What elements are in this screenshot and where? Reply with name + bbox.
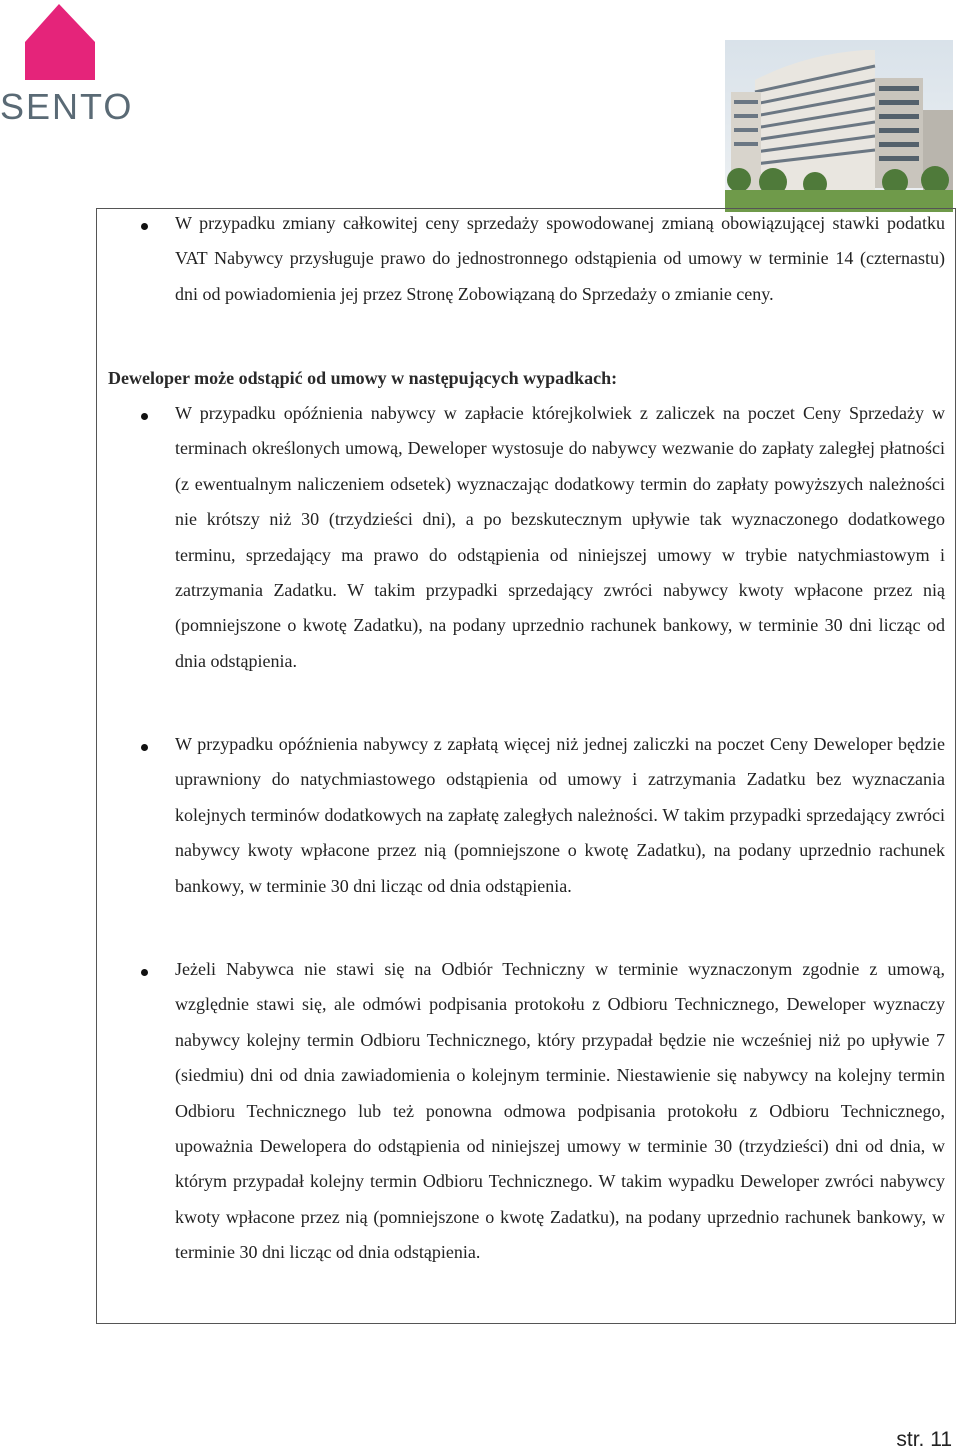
- logo-text: SENTO: [0, 86, 134, 127]
- content-frame: [96, 208, 956, 1324]
- sento-logo: [0, 0, 134, 130]
- house-logo-icon: [0, 0, 125, 90]
- bullet-icon: [141, 223, 148, 230]
- building-image: [725, 40, 953, 212]
- section-heading: Deweloper może odstąpić od umowy w następujących wypadkach:: [108, 368, 618, 388]
- bullet-icon: [141, 969, 148, 976]
- page-number: str. 11: [896, 1428, 952, 1451]
- bullet-icon: [141, 413, 148, 420]
- list-item-text: Jeżeli Nabywca nie stawi się na Odbiór Techniczny w terminie wyznaczonym zgodnie z umową, względnie stawi się, ale odmówi podpisania protokołu z Odbioru Technicznego, Deweloper wyznaczy nabywcy kolejny termin Odbioru Technicznego, który przypadał będzie nie wcześniej niż po upływie 7 (siedmiu) dni od dnia zawiadomienia o kolejnym terminie. Niestawienie się nabywcy na kolejny termin Odbioru Technicznego lub też ponowna odmowa podpisania protokołu z Odbioru Technicznego, upoważnia Dewelopera do odstąpienia od niniejszej umowy w terminie 30 (trzydzieści) dni od dnia, w którym przypadał kolejny termin Odbioru Technicznego. W takim wypadku Deweloper zwróci nabywcy kwoty wpłacone przez nią (pomniejszone o kwotę Zadatku), na podany uprzednio rachunek bankowy, w terminie 30 dni licząc od dnia odstąpienia.: [175, 959, 945, 1263]
- list-item-text: W przypadku zmiany całkowitej ceny sprzedaży spowodowanej zmianą obowiązującej stawki podatku VAT Nabywcy przysługuje prawo do jednostronnego odstąpienia od umowy w terminie 14 (czternastu) dni od powiadomienia jej przez Stronę Zobowiązaną do Sprzedaży o zmianie ceny.: [175, 213, 945, 304]
- list-item-text: W przypadku opóźnienia nabywcy w zapłacie którejkolwiek z zaliczek na poczet Ceny Sprzedaży w terminach określonych umową, Deweloper wystosuje do nabywcy wezwanie do zapłaty zaległej płatności (z ewentualnym naliczeniem odsetek) wyznaczając dodatkowy termin do zapłaty powyższych należności nie krótszy niż 30 (trzydzieści dni), a po bezskutecznym upływie tak wyznaczonego dodatkowego terminu, sprzedający ma prawo do odstąpienia od niniejszej umowy w trybie natychmiastowym i zatrzymania Zadatku. W takim przypadki sprzedający zwróci nabywcy kwoty wpłacone przez nią (pomniejszone o kwotę Zadatku), na podany uprzednio rachunek bankowy, w terminie 30 dni licząc od dnia odstąpienia.: [175, 403, 945, 671]
- list-item-text: W przypadku opóźnienia nabywcy z zapłatą więcej niż jednej zaliczki na poczet Ceny Deweloper będzie uprawniony do natychmiastowego odstąpienia od umowy i zatrzymania Zadatku bez wyznaczania kolejnych terminów dodatkowych na zapłatę zaległych należności. W takim przypadki sprzedający zwróci nabywcy kwoty wpłacone przez nią (pomniejszone o kwotę Zadatku), na podany uprzednio rachunek bankowy, w terminie 30 dni licząc od dnia odstąpienia.: [175, 734, 945, 896]
- bullet-icon: [141, 744, 148, 751]
